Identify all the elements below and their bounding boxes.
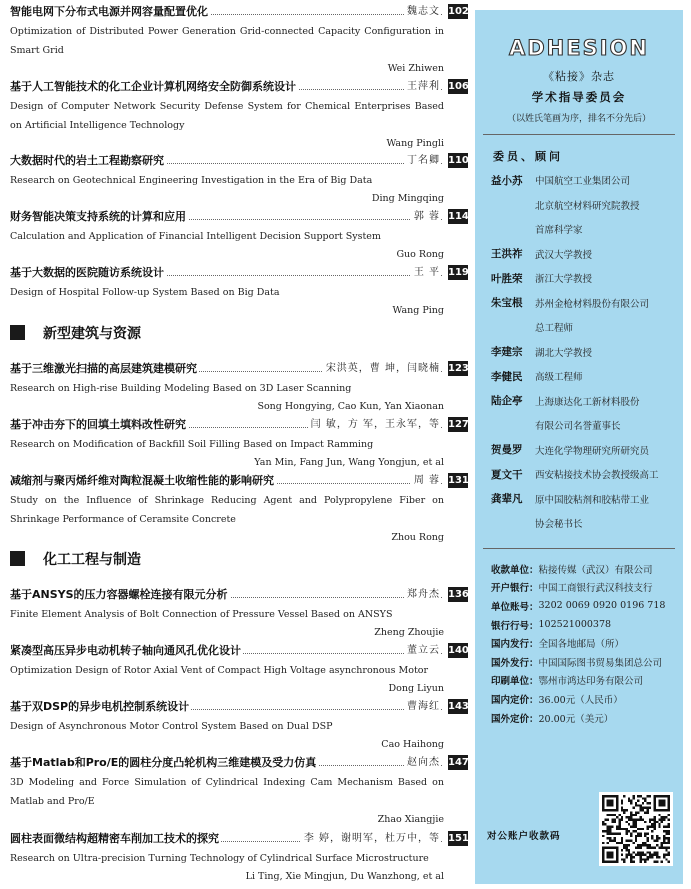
member-row	[491, 315, 683, 340]
member-row	[491, 413, 683, 438]
article-title-cn[interactable]: 财务智能决策支持系统的计算和应用	[10, 208, 188, 226]
article-authors-en: Cao Haihong	[381, 739, 444, 750]
article-title-cn[interactable]: 紧凑型高压异步电动机转子轴向通风孔优化设计	[10, 642, 243, 660]
member-affiliation: 苏州金枪材料股份有限公司	[535, 298, 650, 310]
member-name: 王洪祚	[491, 248, 523, 261]
member-row	[491, 389, 683, 414]
member-affiliation: 大连化学物理研究所研究员	[535, 445, 650, 457]
info-label: 国外定价：	[491, 713, 539, 725]
member-name: 益小苏	[491, 174, 523, 187]
article-authors-cn: 王萍利	[404, 78, 440, 96]
member-name: 李建宗	[491, 346, 523, 359]
article-title-cn[interactable]: 基于三维激光扫描的高层建筑建模研究	[10, 360, 199, 378]
article-authors-cn: 郭 蓉	[411, 208, 440, 226]
publishing-row	[491, 708, 683, 727]
toc-entry[interactable]	[10, 830, 468, 885]
info-value: 3202 0069 0920 0196 718	[538, 600, 666, 612]
page-number[interactable]: 110	[448, 155, 469, 166]
member-name: 朱宝根	[491, 297, 523, 310]
section-title: 化工工程与制造	[43, 551, 141, 568]
member-name: 陆企亭	[491, 395, 523, 408]
member-row	[491, 291, 683, 316]
member-name: 夏文干	[491, 468, 523, 481]
toc-entry[interactable]	[10, 3, 468, 77]
article-title-en: Research on High-rise Building Modeling Based on 3D Laser Scanning	[10, 383, 352, 394]
toc-entry[interactable]	[10, 586, 468, 641]
info-label: 国内定价：	[491, 694, 539, 706]
member-row	[491, 266, 683, 291]
page-number[interactable]: 114	[448, 211, 469, 222]
article-authors-en: Zhao Xiangjie	[377, 814, 444, 825]
section-heading	[10, 322, 141, 342]
info-label: 单位账号：	[491, 601, 539, 613]
member-affiliation: 高级工程师	[535, 372, 583, 384]
member-row	[491, 340, 683, 365]
article-authors-cn: 闫 敏，方 军，王永军，等	[308, 416, 440, 434]
page-number[interactable]: 123	[448, 363, 469, 374]
magazine-name: 《粘接》杂志	[543, 70, 615, 83]
member-row	[491, 462, 683, 487]
info-label: 国内发行：	[491, 639, 539, 651]
member-affiliation: 武汉大学教授	[535, 249, 593, 261]
section-marker	[10, 551, 25, 566]
article-title-cn[interactable]: 大数据时代的岩土工程勘察研究	[10, 152, 166, 170]
page-number[interactable]: 143	[448, 701, 469, 712]
article-title-en: Study on the Influence of Shrinkage Reducing Agent and Polypropylene Fiber on Shrinkage Performance of Ceramsite Concrete	[10, 495, 444, 525]
section-heading	[10, 548, 141, 568]
toc-entry[interactable]	[10, 264, 468, 319]
ordering-note: （以姓氏笔画为序，排名不分先后）	[506, 114, 651, 124]
article-title-cn[interactable]: 圆柱表面微结构超精密车削加工技术的探究	[10, 830, 221, 848]
qr-code-image	[602, 795, 670, 863]
article-authors-en: Wang Ping	[392, 305, 444, 316]
info-label: 收款单位：	[491, 564, 539, 576]
adhesion-logo	[475, 36, 683, 60]
article-authors-en: Ding Mingqing	[371, 193, 444, 204]
section-marker	[10, 325, 25, 340]
article-authors-en: Wei Zhiwen	[387, 63, 444, 74]
member-affiliation: 中国航空工业集团公司	[535, 176, 631, 188]
publishing-row	[491, 578, 683, 597]
member-affiliation: 浙江大学教授	[535, 274, 593, 286]
member-affiliation: 西安粘接技术协会教授级高工	[535, 470, 659, 482]
article-title-cn[interactable]: 基于双DSP的异步电机控制系统设计	[10, 698, 191, 716]
member-row	[491, 193, 683, 218]
publishing-row	[491, 671, 683, 690]
publishing-row	[491, 560, 683, 579]
article-title-cn[interactable]: 基于ANSYS的压力容器螺栓连接有限元分析	[10, 586, 230, 604]
brand-text: ADHESION	[509, 36, 649, 60]
member-affiliation: 总工程师	[535, 323, 574, 335]
publishing-info	[491, 560, 683, 727]
article-authors-cn: 丁名卿	[404, 152, 440, 170]
page-number[interactable]: 136	[448, 589, 469, 600]
toc-entry[interactable]	[10, 208, 468, 263]
article-title-en: Optimization of Distributed Power Generation Grid-connected Capacity Configuration in Smart Grid	[10, 26, 444, 56]
article-authors-en: Wang Pingli	[386, 138, 444, 149]
info-value: 粘接传媒（武汉）有限公司	[538, 564, 653, 576]
article-title-cn[interactable]: 智能电网下分布式电源并网容量配置优化	[10, 3, 210, 21]
toc-entry[interactable]	[10, 754, 468, 828]
article-authors-cn: 赵向杰	[404, 754, 440, 772]
info-value: 全国各地邮局（所）	[538, 639, 625, 651]
article-authors-cn: 宋洪英，曹 坤，闫晓楠	[323, 360, 440, 378]
publishing-row	[491, 690, 683, 709]
info-value: 102521000378	[538, 619, 612, 631]
toc-entry[interactable]	[10, 416, 468, 471]
article-authors-en: Guo Rong	[396, 249, 444, 260]
member-name: 贺曼罗	[491, 444, 523, 457]
publishing-row	[491, 597, 683, 616]
member-row	[491, 242, 683, 267]
member-name: 龚辈凡	[491, 493, 523, 506]
page-number[interactable]: 147	[448, 757, 469, 768]
article-title-en: Design of Asynchronous Motor Control System Based on Dual DSP	[10, 721, 333, 732]
article-authors-en: Dong Liyun	[388, 683, 444, 694]
article-title-en: Design of Hospital Follow-up System Based on Big Data	[10, 287, 280, 298]
article-title-en: Finite Element Analysis of Bolt Connection of Pressure Vessel Based on ANSYS	[10, 609, 393, 620]
member-row	[491, 438, 683, 463]
member-affiliation: 原中国胶粘剂和胶粘带工业	[535, 494, 650, 506]
article-title-en: Design of Computer Network Security Defense System for Chemical Enterprises Based on Artificial Intelligence Technology	[10, 101, 444, 131]
info-value: 20.00元（美元）	[538, 713, 614, 725]
qr-label: 对公账户收款码	[487, 831, 561, 842]
member-name: 李健民	[491, 370, 523, 383]
page-number[interactable]: 140	[448, 645, 469, 656]
info-label: 银行行号：	[491, 620, 539, 632]
article-authors-en: Li Ting, Xie Mingjun, Du Wanzhong, et al	[245, 871, 444, 882]
info-value: 中国工商银行武汉科技支行	[538, 583, 653, 595]
article-authors-en: Song Hongying, Cao Kun, Yan Xiaonan	[257, 401, 444, 412]
editorial-sidebar	[475, 10, 683, 884]
article-title-cn[interactable]: 基于Matlab和Pro/E的圆柱分度凸轮机构三维建模及受力仿真	[10, 754, 318, 772]
article-authors-en: Zheng Zhoujie	[374, 627, 444, 638]
page-number[interactable]: 127	[448, 419, 469, 430]
info-label: 印刷单位：	[491, 676, 539, 688]
article-title-cn[interactable]: 基于人工智能技术的化工企业计算机网络安全防御系统设计	[10, 78, 298, 96]
article-title-en: Optimization Design of Rotor Axial Vent of Compact High Voltage asynchronous Motor	[10, 665, 429, 676]
member-affiliation: 首席科学家	[535, 225, 583, 237]
divider	[483, 134, 675, 135]
committee-title: 学术指导委员会	[531, 90, 627, 104]
info-value: 鄂州市鸿达印务有限公司	[538, 676, 644, 688]
page-number[interactable]: 102	[448, 6, 469, 17]
toc-entry[interactable]	[10, 698, 468, 753]
member-row	[491, 511, 683, 536]
info-value: 36.00元（人民币）	[538, 694, 623, 706]
toc-entry[interactable]	[10, 642, 468, 697]
payment-qr-code[interactable]	[599, 792, 673, 866]
article-title-cn[interactable]: 减缩剂与聚丙烯纤维对陶粒混凝土收缩性能的影响研究	[10, 472, 276, 490]
member-row	[491, 168, 683, 193]
article-title-en: Calculation and Application of Financial Intelligent Decision Support System	[10, 231, 381, 242]
member-affiliation: 协会秘书长	[535, 519, 583, 531]
members-list	[491, 168, 683, 536]
member-row	[491, 487, 683, 512]
publishing-row	[491, 615, 683, 634]
article-authors-cn: 魏志文	[404, 3, 440, 21]
members-heading: 委员、顾问	[493, 150, 563, 163]
publishing-row	[491, 652, 683, 671]
info-label: 国外发行：	[491, 657, 539, 669]
member-affiliation: 北京航空材料研究院教授	[535, 200, 640, 212]
member-row	[491, 217, 683, 242]
article-title-en: Research on Modification of Backfill Soil Filling Based on Impact Ramming	[10, 439, 374, 450]
article-authors-en: Zhou Rong	[391, 532, 444, 543]
page-number[interactable]: 106	[448, 81, 469, 92]
article-authors-cn: 董立云	[404, 642, 440, 660]
article-title-en: Research on Ultra-precision Turning Technology of Cylindrical Surface Microstructure	[10, 853, 429, 864]
article-authors-cn: 周 蓉	[411, 472, 440, 490]
publishing-row	[491, 634, 683, 653]
article-title-cn[interactable]: 基于冲击夯下的回填土填料改性研究	[10, 416, 188, 434]
toc-entry[interactable]	[10, 152, 468, 207]
article-authors-cn: 李 婷，谢明军，杜万中，等	[301, 830, 440, 848]
member-name: 叶胜荣	[491, 272, 523, 285]
page-number[interactable]: 131	[448, 475, 469, 486]
article-authors-cn: 王 平	[411, 264, 440, 282]
member-affiliation: 有限公司名誉董事长	[535, 421, 621, 433]
divider	[483, 548, 675, 549]
toc-entry[interactable]	[10, 78, 468, 152]
article-title-cn[interactable]: 基于大数据的医院随访系统设计	[10, 264, 166, 282]
toc-entry[interactable]	[10, 360, 468, 415]
article-authors-cn: 曹海红	[404, 698, 440, 716]
toc-entry[interactable]	[10, 472, 468, 546]
member-row	[491, 364, 683, 389]
info-label: 开户银行：	[491, 583, 539, 595]
article-title-en: 3D Modeling and Force Simulation of Cylindrical Indexing Cam Mechanism Based on Matlab and Pro/E	[10, 777, 444, 807]
article-title-en: Research on Geotechnical Engineering Investigation in the Era of Big Data	[10, 175, 373, 186]
page-number[interactable]: 119	[448, 267, 469, 278]
member-affiliation: 湖北大学教授	[535, 347, 593, 359]
member-affiliation: 上海康达化工新材料股份	[535, 396, 640, 408]
page-number[interactable]: 151	[448, 833, 469, 844]
article-authors-en: Yan Min, Fang Jun, Wang Yongjun, et al	[254, 457, 444, 468]
section-title: 新型建筑与资源	[43, 325, 141, 342]
article-authors-cn: 郑舟杰	[404, 586, 440, 604]
info-value: 中国国际图书贸易集团总公司	[538, 657, 663, 669]
